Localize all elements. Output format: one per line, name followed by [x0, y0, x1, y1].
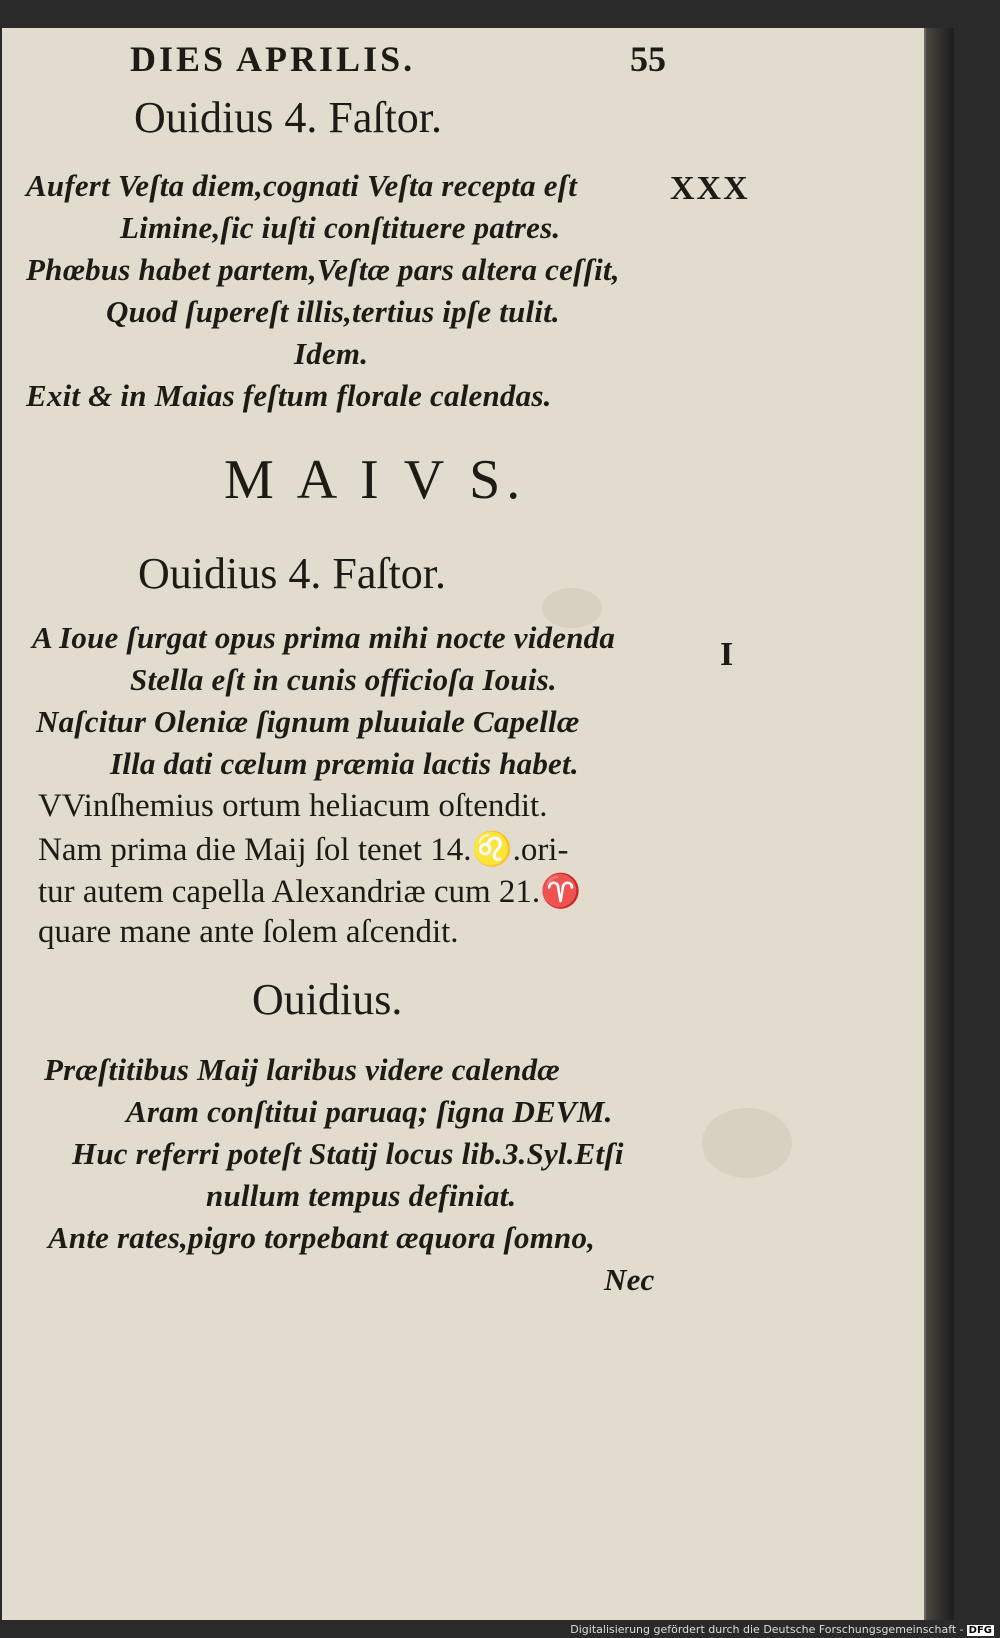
verse-line: Naſcitur Oleniæ ſignum pluuiale Capellæ [36, 704, 580, 739]
verse-line: Aram conſtitui paruaq; ſigna DEVM. [126, 1094, 613, 1129]
margin-numeral: I [720, 636, 736, 673]
prose-line: tur autem capella Alexandriæ cum 21.♈ [38, 874, 582, 910]
verse-line: Stella eſt in cunis officioſa Iouis. [130, 662, 557, 697]
margin-numeral: XXX [670, 170, 750, 207]
verse-line: nullum tempus definiat. [206, 1178, 517, 1213]
verse-line: Phœbus habet partem,Veſtæ pars altera ceſſit, [26, 252, 620, 287]
digitization-credit [570, 1623, 994, 1636]
verse-line: Idem. [294, 336, 369, 371]
prose-line: quare mane ante ſolem aſcendit. [38, 914, 459, 950]
month-title: M A I V S. [224, 449, 527, 511]
prose-line: VVinſhemius ortum heliacum oſtendit. [38, 788, 548, 824]
verse-line: Præſtitibus Maij laribus videre calendæ [44, 1052, 560, 1087]
section-heading: Ouidius 4. Faſtor. [134, 93, 443, 142]
dfg-logo: DFG [968, 1625, 992, 1636]
verse-line: Limine,ſic iuſti conſtituere patres. [120, 210, 561, 245]
verse-line: A Ioue ſurgat opus prima mihi nocte videnda [32, 620, 616, 655]
verse-line: Illa dati cælum præmia lactis habet. [110, 746, 579, 781]
running-header: DIES APRILIS. [130, 39, 416, 79]
verse-line: Aufert Veſta diem,cognati Veſta recepta eſt [26, 168, 578, 203]
verse-line: Quod ſupereſt illis,tertius ipſe tulit. [106, 294, 560, 329]
credit-text: Digitalisierung gefördert durch die Deutsche Forschungsgemeinschaft - [570, 1623, 964, 1636]
verse-line: Ante rates,pigro torpebant æquora ſomno, [48, 1220, 596, 1255]
section-heading: Ouidius. [252, 975, 403, 1024]
book-page [2, 28, 926, 1620]
prose-line: Nam prima die Maij ſol tenet 14.♌.ori- [38, 832, 569, 868]
verse-line: Huc referri poteſt Statij locus lib.3.Syl.Etſi [72, 1136, 624, 1171]
section-heading: Ouidius 4. Faſtor. [138, 549, 447, 598]
catchword: Nec [604, 1262, 655, 1297]
page-number: 55 [630, 39, 666, 79]
verse-line: Exit & in Maias feſtum florale calendas. [26, 378, 552, 413]
paper-stain [702, 1108, 792, 1178]
